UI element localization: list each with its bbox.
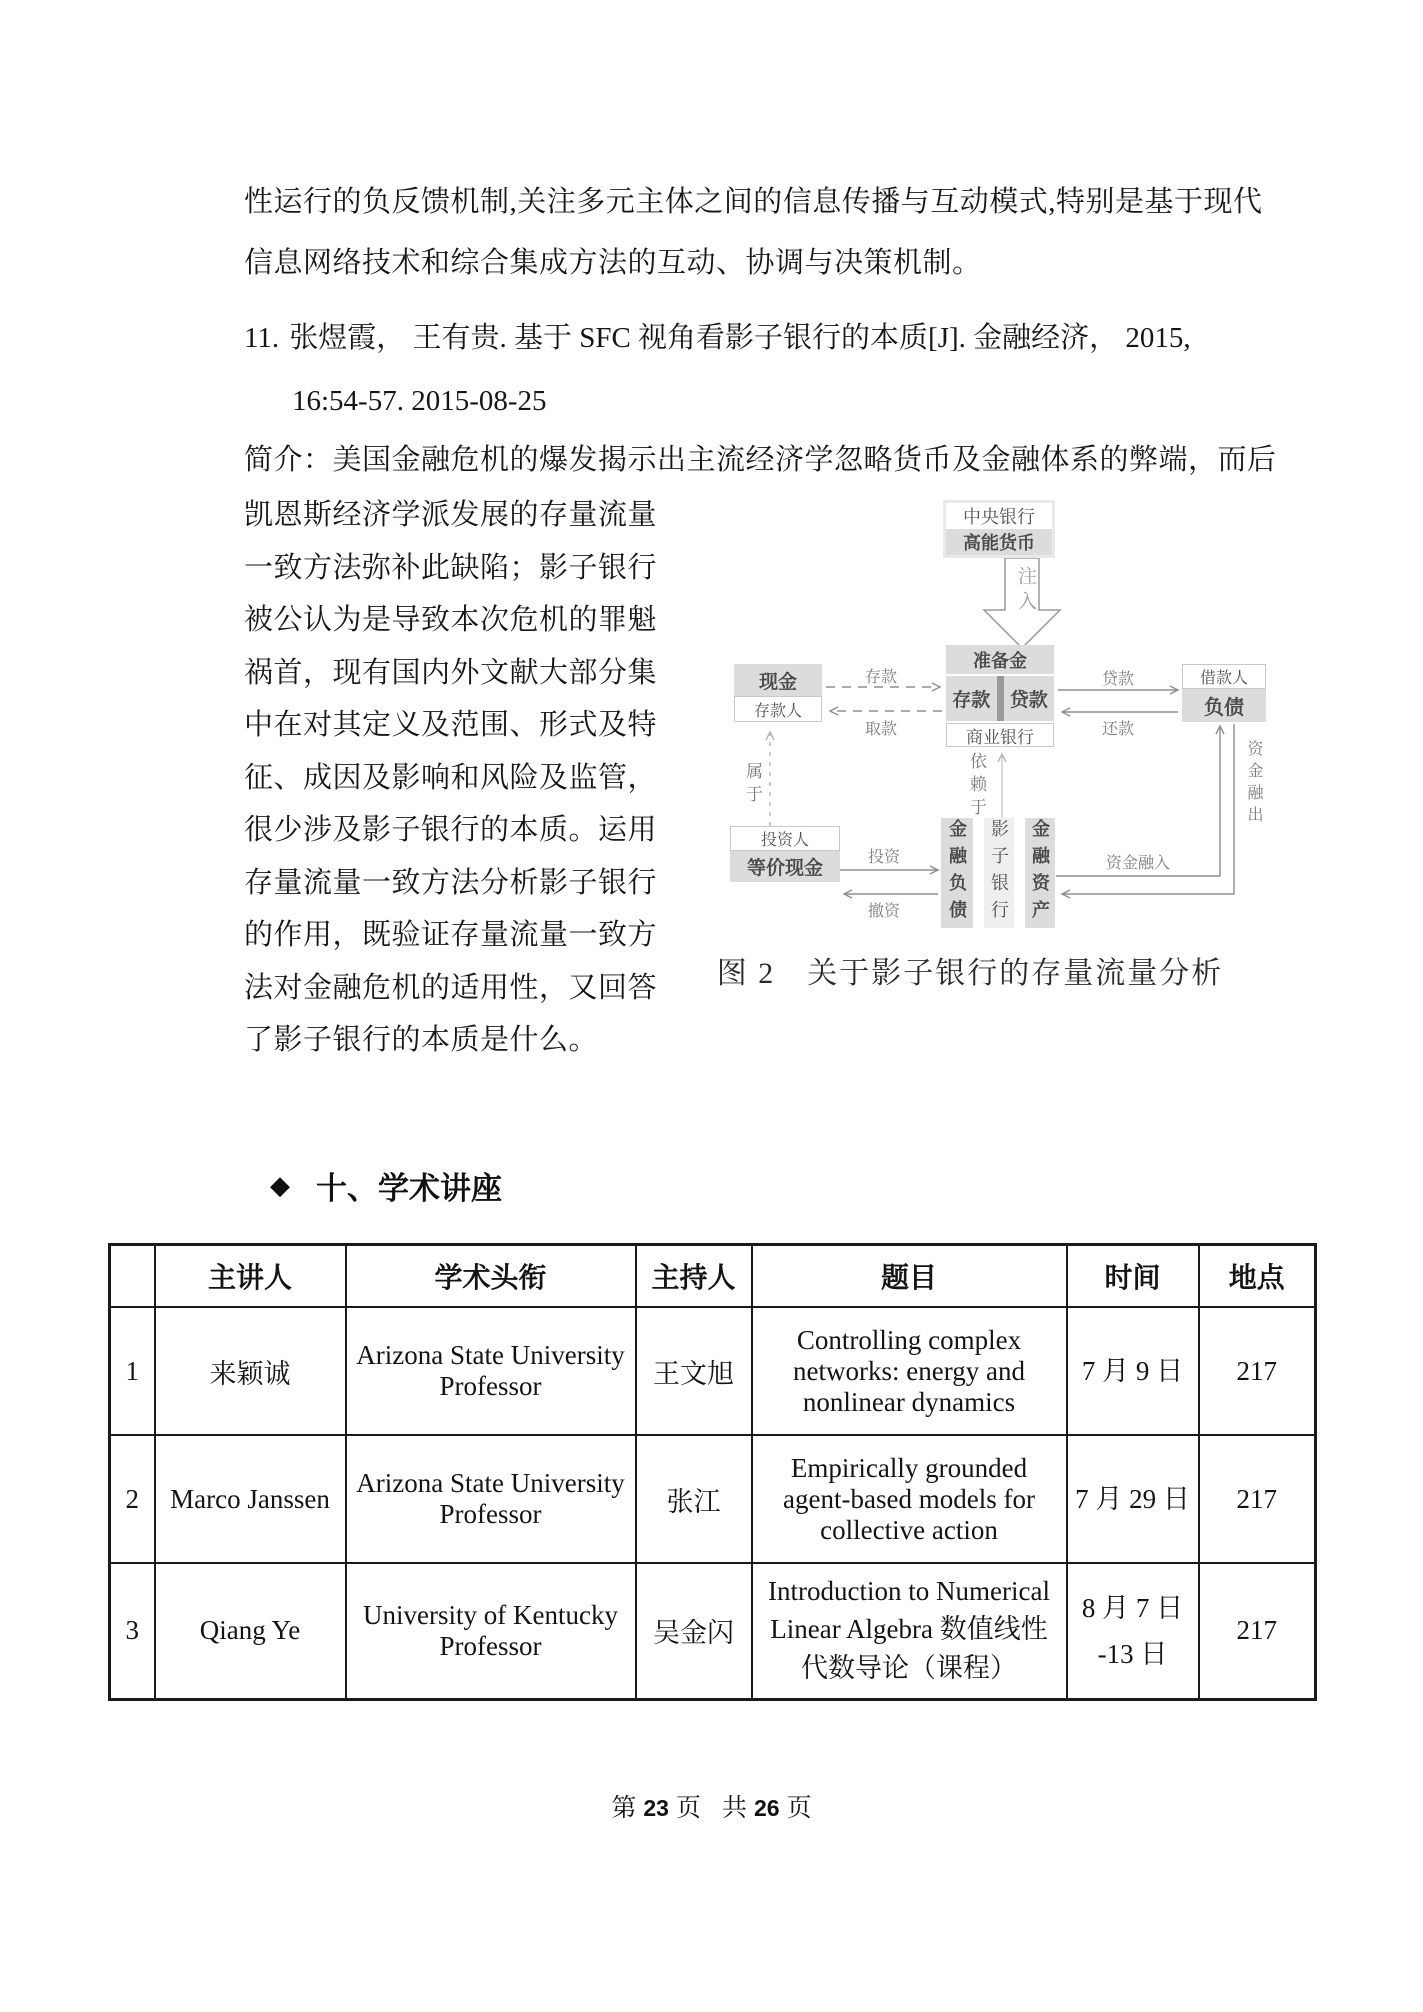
intro-line: 被公认为是导致本次危机的罪魁 [244,604,658,636]
footer-page-number: 23 [643,1795,669,1821]
cell-affiliation [346,1435,636,1563]
financial-liabilities-label: 金融负债 [941,818,973,928]
footer-total-pages: 26 [754,1795,780,1821]
shadow-bank-label: 影子银行 [984,818,1014,928]
borrower-label: 借款人 [1182,664,1266,689]
citation-text: 张煜霞， 王有贵. 基于 SFC 视角看影子银行的本质[J]. 金融经济， 2015, [289,322,1191,354]
divest-label: 撤资 [868,903,901,920]
intro-line: 的作用，既验证存量流量一致方 [244,919,658,951]
table-row [110,1307,1316,1435]
table-row [110,1435,1316,1563]
cell-num: 2 [110,1435,155,1563]
affiliation-line: Professor [439,1499,542,1529]
lecture-table [108,1243,1317,1701]
paragraph-continuation [244,172,1274,294]
belongs-label: 属于 [743,762,762,808]
diamond-bullet-icon: ◆ [270,1170,290,1200]
cash-equivalent-label: 等价现金 [730,851,840,882]
time-line: 7 月 29 日 [1075,1484,1190,1514]
intro-line: 征、成因及影响和风险及监管， [244,761,658,794]
header-host: 主持人 [636,1245,752,1308]
topic-line: 代数导论（课程） [801,1653,1017,1684]
table-header-row [110,1245,1316,1308]
cell-topic [752,1563,1067,1699]
loan-cell: 贷款 [1004,676,1055,721]
divider-bar [997,676,1004,721]
cell-speaker: 来颖诚 [155,1307,346,1435]
loan-label: 贷款 [1102,671,1135,688]
header-speaker: 主讲人 [155,1245,346,1308]
table-row [110,1563,1316,1699]
topic-line: nonlinear dynamics [802,1386,1016,1417]
intro-line: 凯恩斯经济学派发展的存量流量 [244,499,658,531]
header-title: 学术头衔 [346,1245,636,1308]
header-time: 时间 [1067,1245,1199,1308]
reserve-label: 准备金 [946,645,1054,674]
intro-first-line: 简介：美国金融危机的爆发揭示出主流经济学忽略货币及金融体系的弊端，而后 [244,444,1277,476]
figure-caption: 图 2 关于影子银行的存量流量分析 [716,957,1224,990]
topic-line: networks: energy and [793,1355,1025,1386]
citation-number: 11. [244,322,280,354]
liabilities-label: 负债 [1182,689,1266,722]
header-room: 地点 [1199,1245,1316,1308]
cell-topic [752,1307,1067,1435]
intro-line: 祸首，现有国内外文献大部分集 [244,656,658,689]
cell-room: 217 [1199,1563,1316,1699]
repay-label: 还款 [1102,721,1135,738]
footer-text: 第 [611,1795,637,1822]
cell-host: 吴金闪 [636,1563,752,1699]
topic-line: Empirically grounded [790,1452,1028,1483]
invest-label: 投资 [868,849,901,866]
affiliation-line: Arizona State University [356,1468,625,1498]
cell-time [1067,1307,1199,1435]
cell-room: 217 [1199,1307,1316,1435]
affiliation-line: Professor [439,1630,542,1661]
paragraph-line: 信息网络技术和综合集成方法的互动、协调与决策机制。 [244,247,982,279]
time-line: -13 日 [1097,1638,1168,1669]
commercial-bank-node [946,645,1054,749]
section-heading [270,1163,502,1208]
deposit-cell: 存款 [946,676,997,721]
affiliation-line: University of Kentucky [363,1599,618,1630]
topic-line: Introduction to Numerical [768,1576,1050,1607]
topic-line: Linear Algebra 数值线性 [770,1614,1048,1645]
withdraw-label: 取款 [865,721,898,738]
inject-label: 注入 [1015,566,1036,616]
depends-label: 依赖于 [967,752,986,821]
topic-line: agent-based models for [783,1483,1035,1514]
topic-line: Controlling complex [796,1324,1022,1355]
page-footer [0,1788,1423,1824]
time-line: 7 月 9 日 [1081,1356,1184,1386]
cell-topic [752,1435,1067,1563]
funds-out-label: 资金融出 [1245,740,1262,828]
cell-speaker: Marco Janssen [155,1435,346,1563]
cell-speaker: Qiang Ye [155,1563,346,1699]
stock-flow-diagram [540,440,1340,1070]
deposit-label: 存款 [865,669,898,686]
investor-label: 投资人 [730,826,840,851]
depositor-label: 存款人 [734,696,822,722]
section-title: 十、学术讲座 [316,1171,502,1206]
cell-time [1067,1563,1199,1699]
intro-line: 了影子银行的本质是什么。 [244,1024,599,1056]
intro-line: 一致方法弥补此缺陷；影子银行 [244,551,658,584]
time-line: 8 月 7 日 [1081,1592,1184,1623]
affiliation-line: Professor [439,1371,542,1401]
intro-line: 很少涉及影子银行的本质。运用 [244,814,658,846]
footer-text: 页 [786,1795,812,1822]
citation-line [244,307,1274,370]
high-powered-money-label: 高能货币 [946,529,1052,555]
cell-affiliation [346,1563,636,1699]
footer-text: 页 [675,1795,701,1822]
cash-label: 现金 [734,664,822,696]
footer-text: 共 [722,1795,748,1822]
intro-line: 中在对其定义及范围、形式及特 [244,709,658,741]
cash-depositor-node [734,664,822,724]
topic-line: collective action [820,1514,998,1545]
affiliation-line: Arizona State University [356,1340,625,1370]
deposit-loan-row [946,676,1054,721]
funds-in-label: 资金融入 [1106,855,1171,872]
cell-num: 1 [110,1307,155,1435]
header-index [110,1245,155,1308]
borrower-node [1182,664,1266,724]
financial-assets-label: 金融资产 [1025,818,1055,928]
commercial-bank-label: 商业银行 [946,723,1054,747]
central-bank-node [943,500,1055,558]
cell-num: 3 [110,1563,155,1699]
cell-host: 王文旭 [636,1307,752,1435]
investor-node [730,826,840,884]
shadow-bank-node [941,818,1057,928]
cell-time [1067,1435,1199,1563]
header-topic: 题目 [752,1245,1067,1308]
citation-line: 16:54-57. 2015-08-25 [292,385,547,417]
cell-host: 张江 [636,1435,752,1563]
paragraph-line: 性运行的负反馈机制,关注多元主体之间的信息传播与互动模式,特别是基于现代 [244,186,1263,218]
intro-line: 存量流量一致方法分析影子银行 [244,866,658,899]
cell-room: 217 [1199,1435,1316,1563]
central-bank-label: 中央银行 [946,503,1052,529]
intro-line: 法对金融危机的适用性，又回答 [244,971,658,1004]
cell-affiliation [346,1307,636,1435]
reference-citation [244,307,1274,433]
